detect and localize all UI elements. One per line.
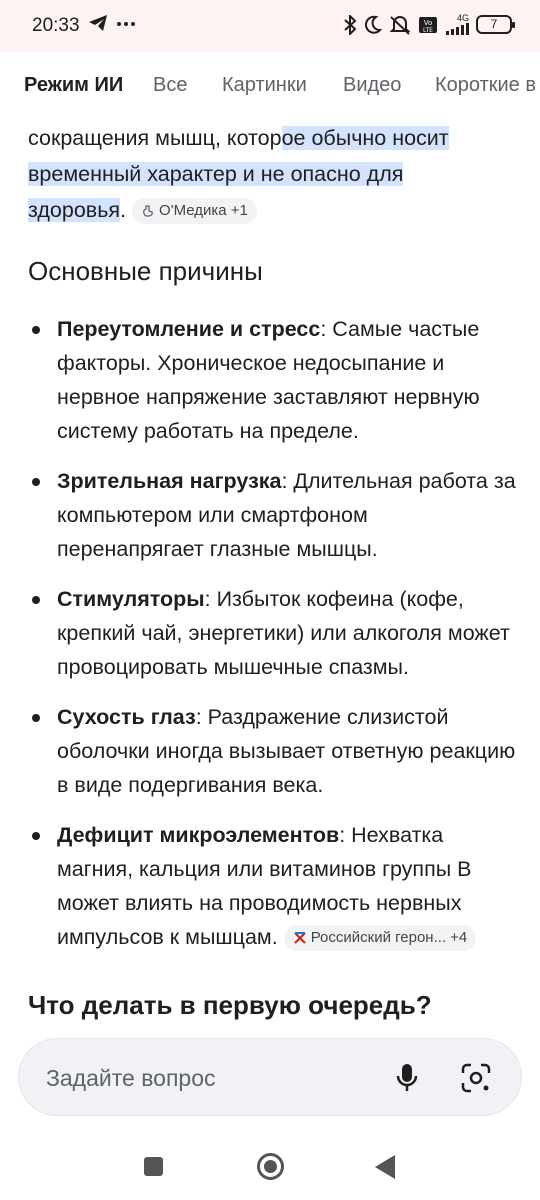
svg-text:LTE: LTE xyxy=(423,26,433,34)
highlighted-text: временный характер и не опасно для xyxy=(28,162,404,186)
cause-text: : Самые частые факторы. Хроническое недосыпание и нервное напряжение заставляют нервную систему работать на пределе. xyxy=(57,317,480,443)
highlighted-text: здоровья xyxy=(28,198,121,222)
gerontology-logo-icon xyxy=(293,931,307,945)
intro-text: сокращения мышц, котор xyxy=(28,126,282,150)
cause-title: Сухость глаз xyxy=(57,705,196,729)
source-chip-label: О'Медика +1 xyxy=(159,202,248,220)
bluetooth-icon xyxy=(343,15,357,35)
svg-text:Vo: Vo xyxy=(423,18,433,27)
source-icon xyxy=(141,204,155,218)
cause-text: : Избыток кофеина (кофе, крепкий чай, энергетики) или алкоголя может провоцировать мышечные спазмы. xyxy=(57,587,510,679)
microphone-icon[interactable] xyxy=(391,1061,423,1095)
source-chip[interactable] xyxy=(284,925,477,951)
source-chip[interactable] xyxy=(132,198,257,224)
status-bar xyxy=(0,0,540,52)
home-button[interactable] xyxy=(257,1153,284,1180)
list-item xyxy=(28,582,518,684)
list-item xyxy=(28,818,518,954)
source-chip-count: +4 xyxy=(450,929,468,947)
ai-answer xyxy=(0,116,540,1036)
search-placeholder: Задайте вопрос xyxy=(46,1065,216,1091)
cause-title: Дефицит микроэлементов xyxy=(57,823,340,847)
tab-all[interactable]: Все xyxy=(153,74,188,96)
source-chip-label: Российский герон... xyxy=(310,929,447,947)
cause-text: : Длительная работа за компьютером или смартфоном перенапрягает глазные мышцы. xyxy=(57,469,516,561)
navigation-bar xyxy=(0,1140,540,1200)
tab-ai-mode[interactable]: Режим ИИ xyxy=(24,74,124,96)
intro-paragraph xyxy=(28,120,508,228)
cause-title: Стимуляторы xyxy=(57,587,205,611)
back-button[interactable] xyxy=(375,1155,395,1179)
network-type: 4G xyxy=(456,13,469,23)
cause-text: : Раздражение слизистой оболочки иногда вызывает ответную реакцию в виде подергивания века. xyxy=(57,705,516,797)
search-tabs xyxy=(0,52,540,116)
silent-icon xyxy=(389,15,411,35)
battery-level: 7 xyxy=(490,17,498,31)
causes-list xyxy=(28,312,518,970)
volte-icon xyxy=(418,16,438,34)
google-lens-icon[interactable] xyxy=(459,1061,493,1095)
search-input[interactable] xyxy=(18,1038,522,1116)
battery-icon xyxy=(476,15,512,34)
tab-video[interactable]: Видео xyxy=(343,74,402,96)
list-item xyxy=(28,464,518,566)
recents-button[interactable] xyxy=(144,1157,163,1176)
list-item xyxy=(28,312,518,448)
telegram-icon xyxy=(88,14,108,32)
intro-tail: . xyxy=(120,198,127,222)
signal-icon xyxy=(445,14,469,35)
section-title: Основные причины xyxy=(28,256,263,286)
cause-title: Зрительная нагрузка xyxy=(57,469,282,493)
search-area xyxy=(0,1020,540,1140)
status-time: 20:33 xyxy=(32,15,80,36)
cause-title: Переутомление и стресс xyxy=(57,317,321,341)
tab-shorts[interactable]: Короткие в xyxy=(435,74,536,96)
highlighted-text: ое обычно носит xyxy=(281,126,449,150)
tab-images[interactable]: Картинки xyxy=(222,74,307,96)
next-section-title: Что делать в первую очередь? xyxy=(28,990,432,1020)
list-item xyxy=(28,700,518,802)
cause-text: : Нехватка магния, кальция или витаминов группы В может влиять на проводимость нервных импульсов к мышцам. xyxy=(57,823,472,949)
moon-icon xyxy=(364,15,382,35)
more-dots-icon xyxy=(116,14,136,32)
